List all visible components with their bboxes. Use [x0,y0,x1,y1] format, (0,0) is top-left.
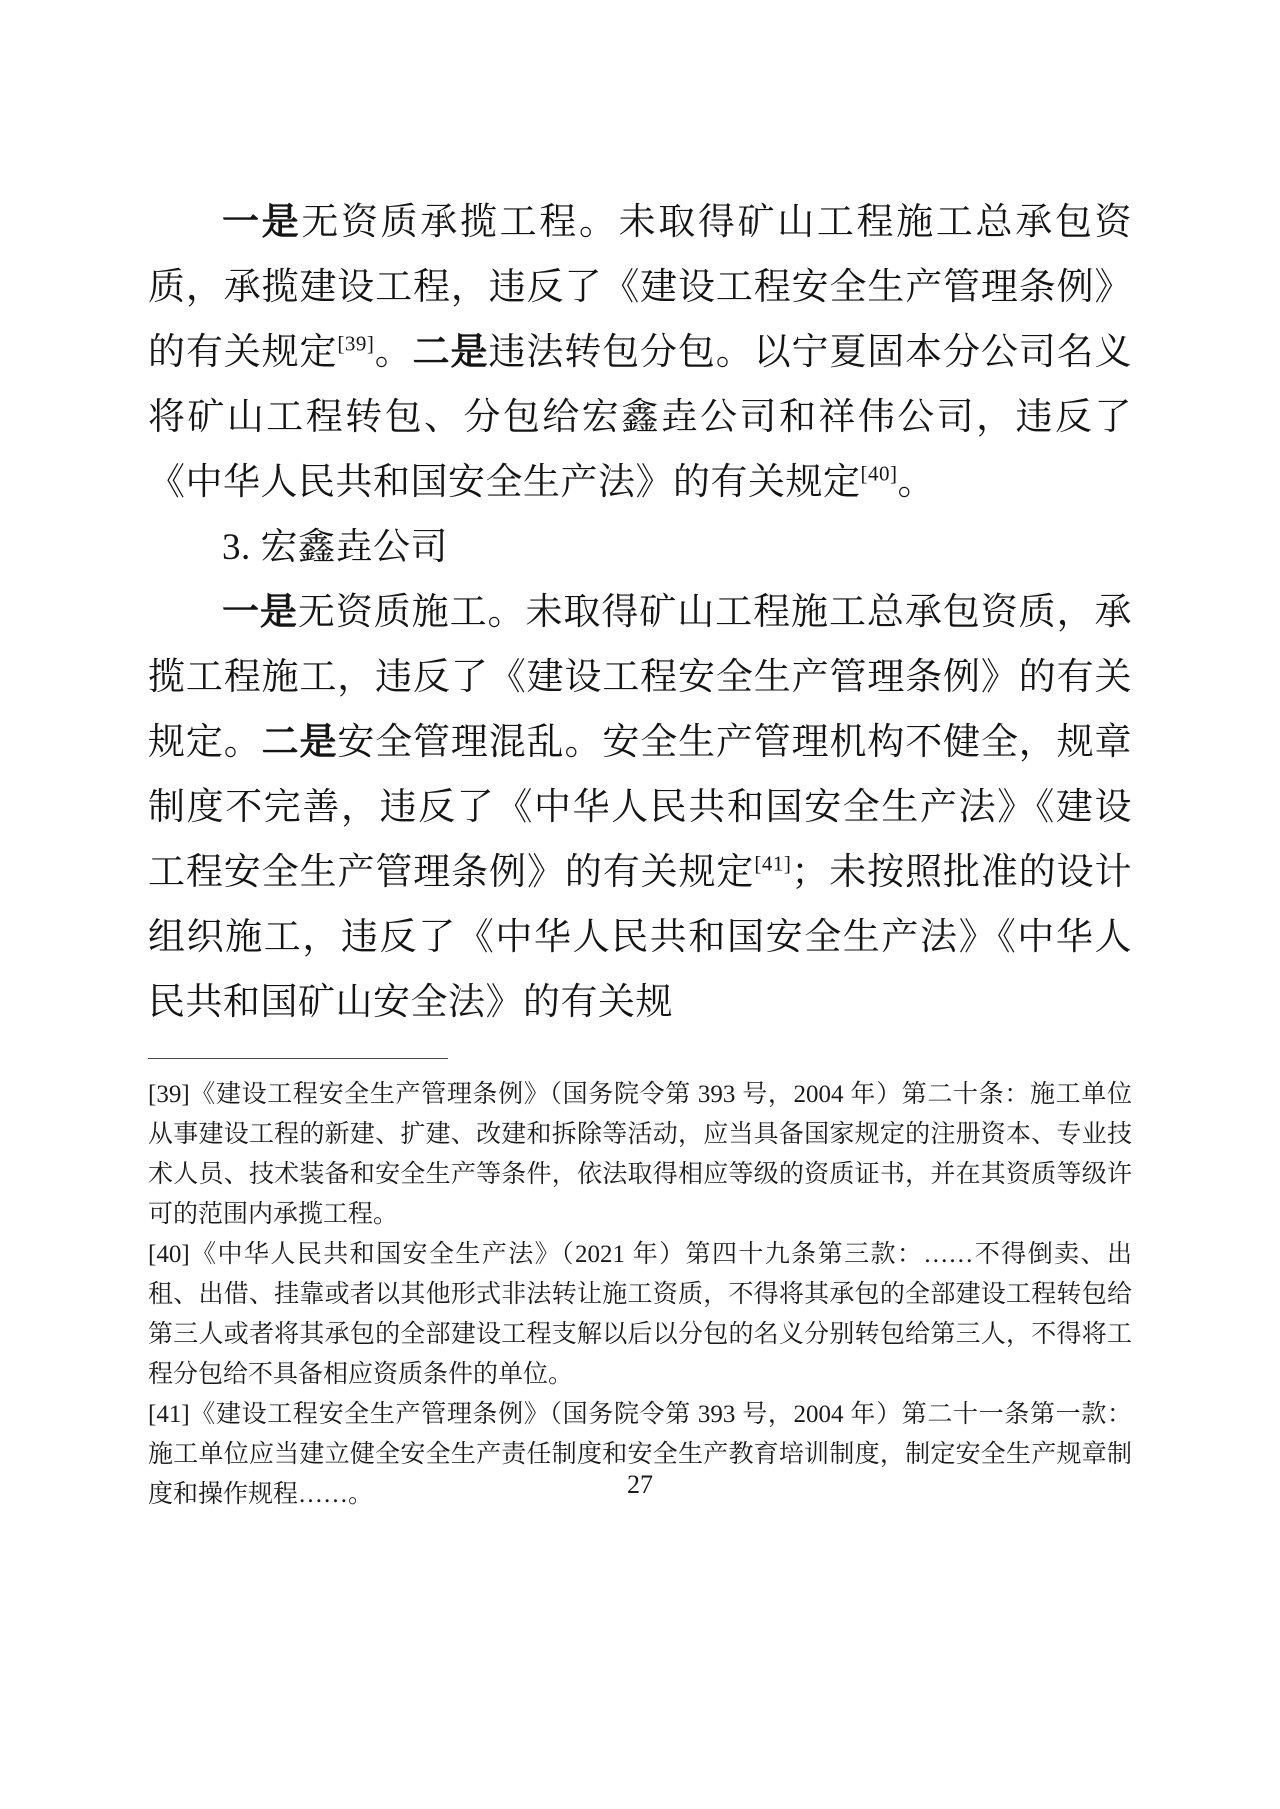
paragraph-two-text-2: 安全管理混乱。安全生产管理机构不健全，规章制度不完善，违反了《中华人民共和国安全生产法》《建设工程安全生产管理条例》的有关规定 [148,722,1133,893]
paragraph-two-text-3: ；未按照批准的设计组织施工，违反了《中华人民共和国安全生产法》《中华人民共和国矿山安全法》的有关规 [148,852,1133,1023]
paragraph-one-text-4: 。 [897,462,935,503]
paragraph-one [148,190,1132,515]
paragraph-two-lead-bold-2: 二是 [261,722,338,763]
paragraph-one-text-2: 。 [374,332,413,373]
section-heading: 3. 宏鑫垚公司 [222,527,448,568]
footnote-text: 《建设工程安全生产管理条例》（国务院令第 393 号，2004 年）第二十条：施工单位从事建设工程的新建、扩建、改建和拆除等活动，应当具备国家规定的注册资本、专业技术人员、技术装备和安全生产等条件，依法取得相应等级的资质证书，并在其资质等级许可的范围内承揽工程。 [148,1081,1132,1228]
footnote-separator-rule [148,1058,448,1059]
paragraph-two-text-1: 无资质施工。未取得矿山工程施工总承包资质，承揽工程施工，违反了《建设工程安全生产管理条例》的有关规定。 [148,592,1133,763]
paragraph-one-lead-bold-1: 一是 [222,202,302,243]
footnote-item [148,1075,1132,1235]
paragraph-one-text-1: 无资质承揽工程。未取得矿山工程施工总承包资质，承揽建设工程，违反了《建设工程安全生产管理条例》的有关规定 [148,202,1133,373]
footnote-text: 《中华人民共和国安全生产法》（2021 年）第四十九条第三款：……不得倒卖、出租、出借、挂靠或者以其他形式非法转让施工资质，不得将其承包的全部建设工程转包给第三人或者将其承包的全部建设工程支解以后以分包的名义分别转包给第三人，不得将工程分包给不具备相应资质条件的单位。 [148,1241,1132,1388]
footnote-marker: [40] [148,1241,190,1268]
footnote-item [148,1235,1132,1395]
paragraph-two [148,580,1132,1035]
paragraph-one-lead-bold-2: 二是 [412,332,489,373]
paragraph-two-lead-bold-1: 一是 [222,592,298,633]
main-text-body [148,190,1132,1035]
paragraph-one-text-3: 违法转包分包。以宁夏固本分公司名义将矿山工程转包、分包给宏鑫垚公司和祥伟公司，违反了《中华人民共和国安全生产法》的有关规定 [148,332,1133,503]
footnote-ref-41: [41] [754,851,792,876]
footnote-marker: [39] [148,1081,190,1108]
footnote-area [148,1058,1132,1515]
footnote-text: 《建设工程安全生产管理条例》（国务院令第 393 号，2004 年）第二十一条第一款：施工单位应当建立健全安全生产责任制度和安全生产教育培训制度，制定安全生产规章制度和操作规程……。 [148,1401,1132,1508]
footnote-ref-39: [39] [337,331,375,356]
footnote-ref-40: [40] [860,461,898,486]
page-number: 27 [627,1470,653,1499]
footnote-marker: [41] [148,1401,190,1428]
